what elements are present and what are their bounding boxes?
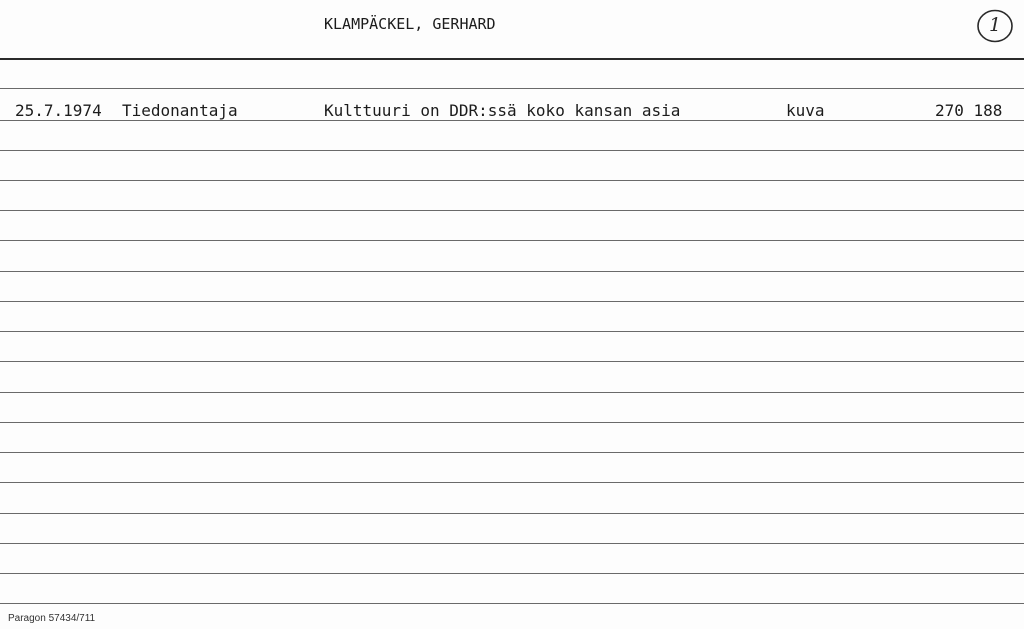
entry-reference: 270 188 bbox=[935, 101, 1003, 120]
ruled-line bbox=[0, 120, 1024, 121]
ruled-line bbox=[0, 513, 1024, 514]
ruled-line bbox=[0, 603, 1024, 604]
ruled-line bbox=[0, 543, 1024, 544]
print-code: Paragon 57434/711 bbox=[8, 613, 96, 624]
ruled-line bbox=[0, 482, 1024, 483]
entry-title: Kulttuuri on DDR:ssä koko kansan asia bbox=[324, 101, 681, 120]
ruled-line bbox=[0, 301, 1024, 302]
ruled-line bbox=[0, 392, 1024, 393]
card-number-text: 1 bbox=[988, 14, 1002, 36]
entry-date: 25.7.1974 bbox=[15, 101, 102, 120]
card-name: KLAMPÄCKEL, GERHARD bbox=[324, 15, 496, 33]
ruled-line bbox=[0, 88, 1024, 89]
entry-publication: Tiedonantaja bbox=[122, 101, 238, 120]
ruled-line bbox=[0, 422, 1024, 423]
ruled-line bbox=[0, 240, 1024, 241]
ruled-line bbox=[0, 180, 1024, 181]
ruled-line bbox=[0, 361, 1024, 362]
header-rule bbox=[0, 58, 1024, 60]
ruled-line bbox=[0, 210, 1024, 211]
card-number-badge bbox=[976, 8, 1014, 44]
ruled-line bbox=[0, 452, 1024, 453]
ruled-line bbox=[0, 573, 1024, 574]
ruled-line bbox=[0, 150, 1024, 151]
ruled-line bbox=[0, 271, 1024, 272]
ruled-line bbox=[0, 331, 1024, 332]
entry-type: kuva bbox=[786, 101, 825, 120]
